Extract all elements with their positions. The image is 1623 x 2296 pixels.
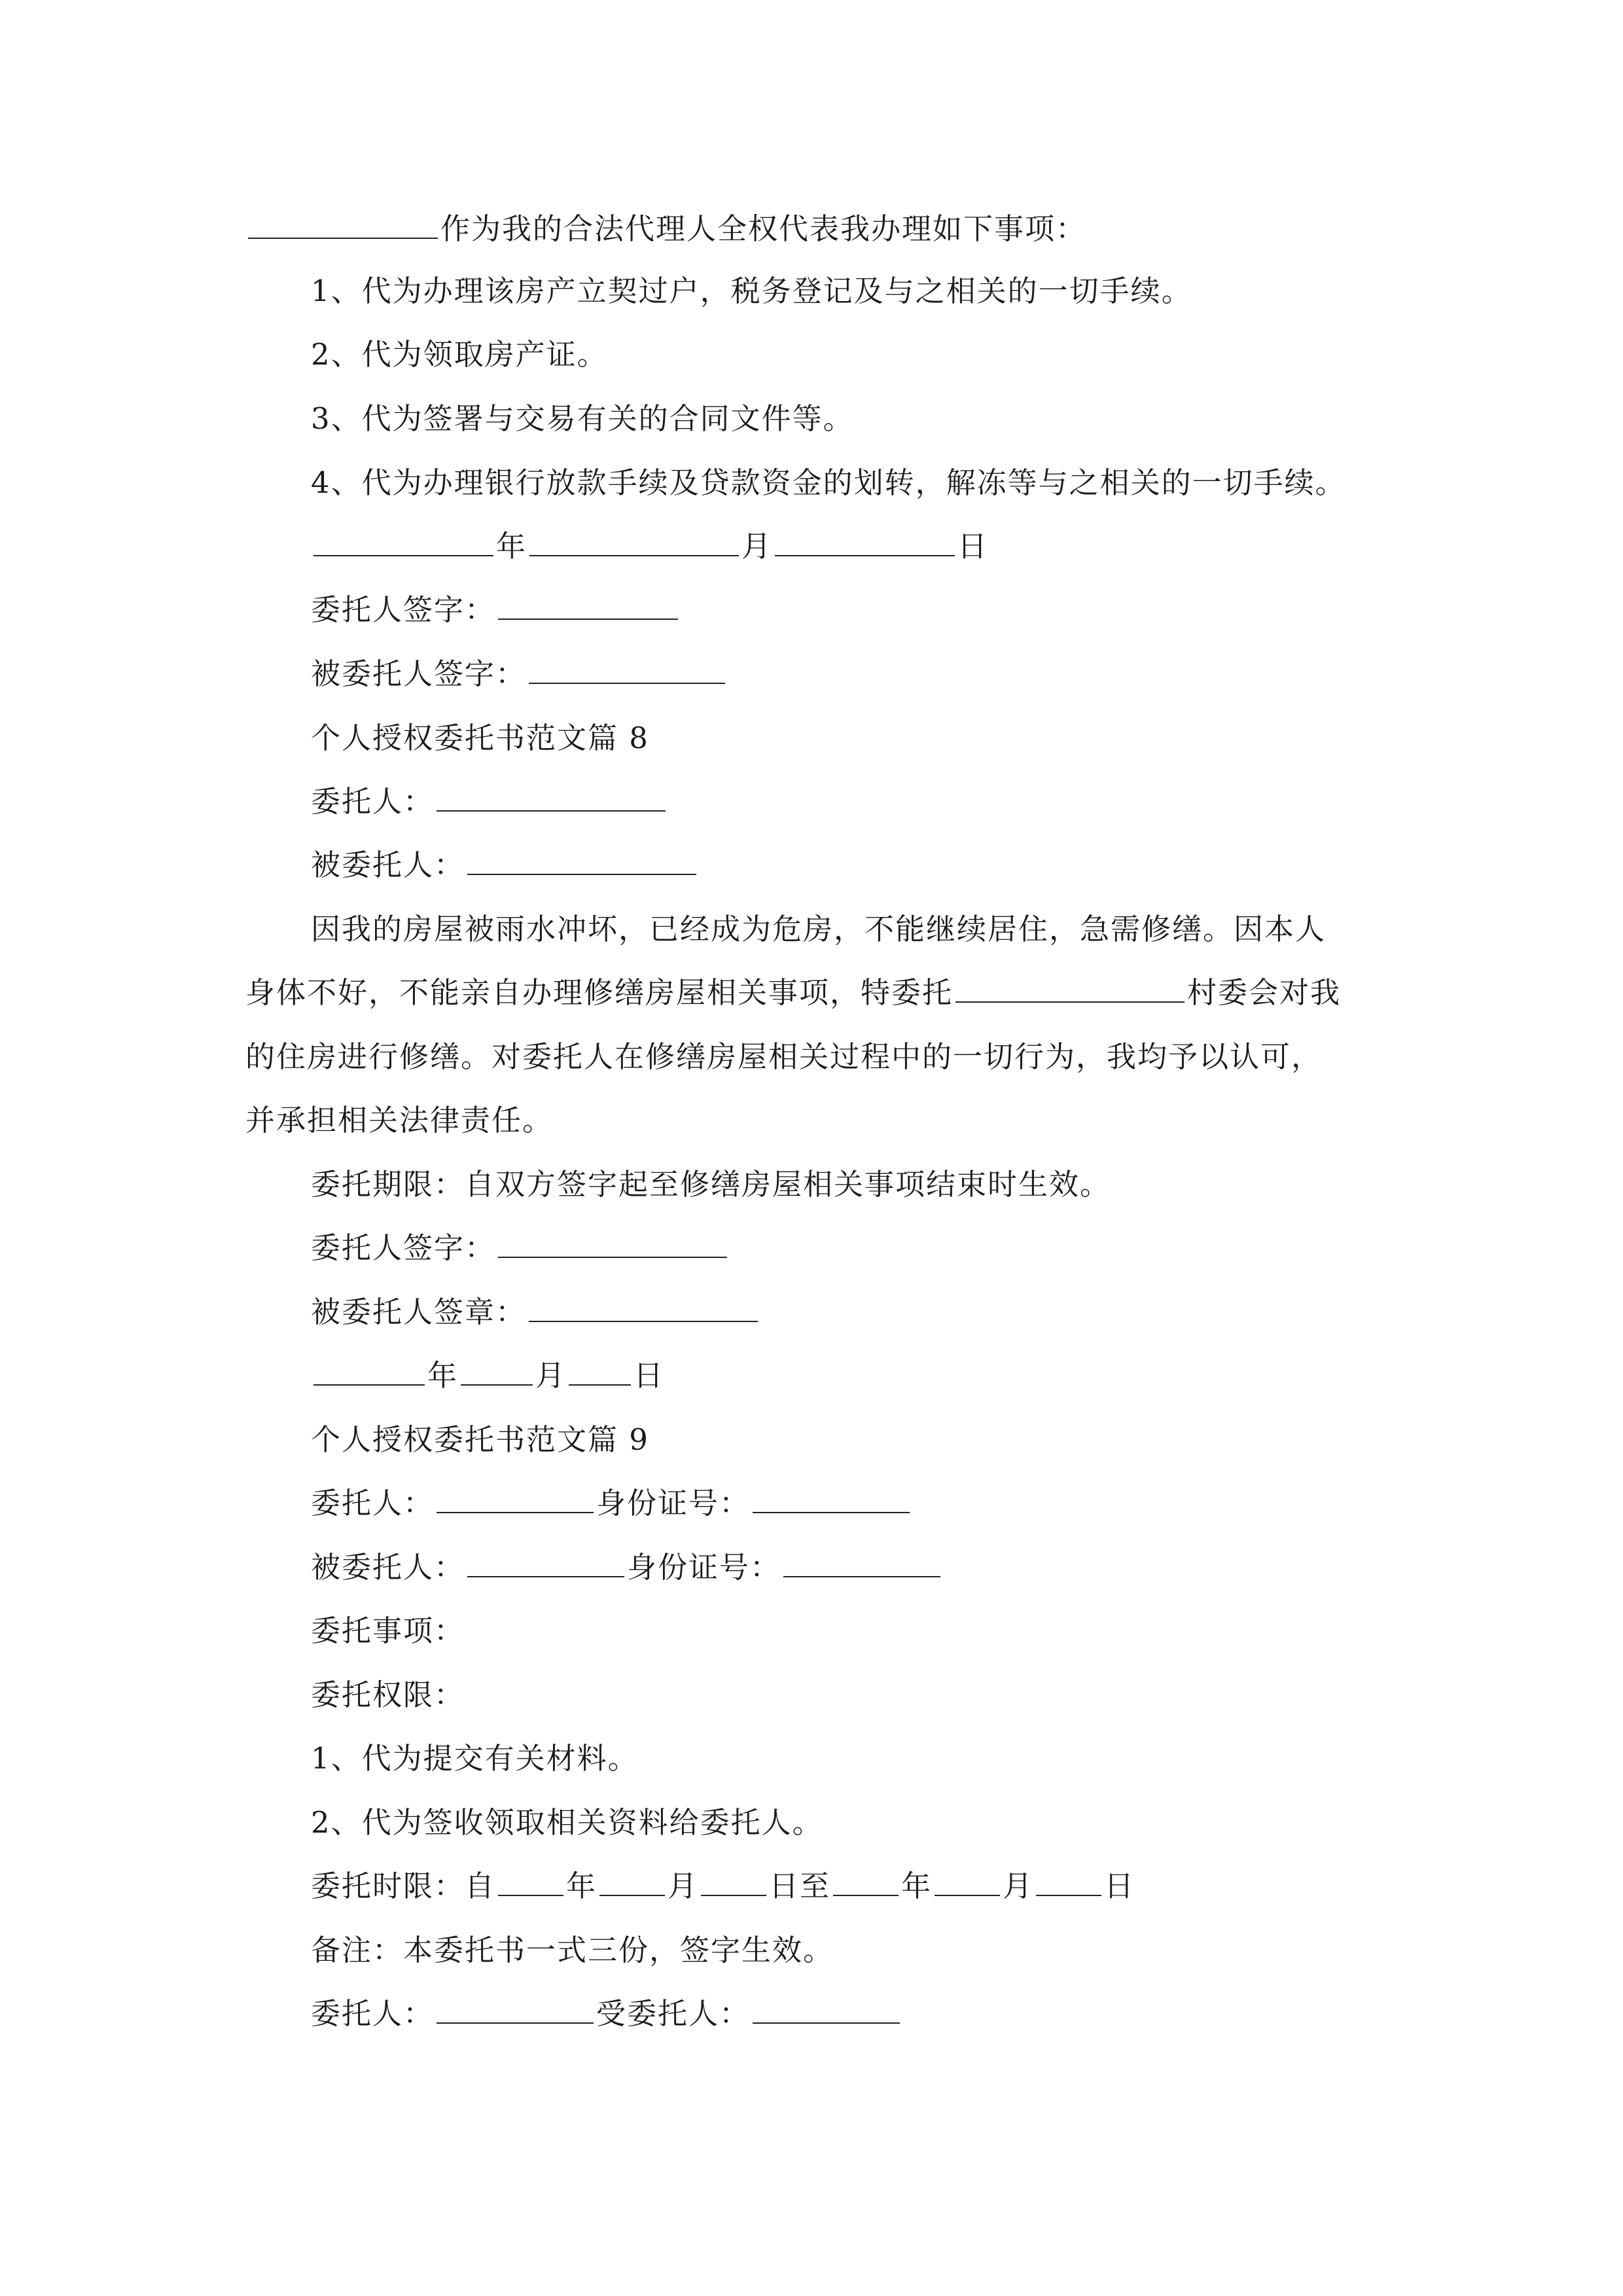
blank-agent-name[interactable] xyxy=(248,211,438,239)
period-start-month[interactable] xyxy=(599,1869,665,1896)
item-2: 2、代为领取房产证。 xyxy=(311,337,608,372)
matters-line: 委托事项： xyxy=(311,1613,465,1648)
agent-line-9 xyxy=(311,1548,943,1587)
day-label-2: 日 xyxy=(633,1358,665,1393)
section-title-8: 个人授权委托书范文篇 8 xyxy=(311,721,649,755)
blank-month-2[interactable] xyxy=(461,1358,533,1386)
principal-blank-9[interactable] xyxy=(437,1486,594,1513)
period-start-year[interactable] xyxy=(498,1869,563,1896)
year-label: 年 xyxy=(496,529,527,564)
principal-line-8 xyxy=(311,782,668,821)
final-principal-blank[interactable] xyxy=(437,1996,594,2024)
period-month-label-1: 月 xyxy=(668,1869,699,1903)
authority-item-1: 1、代为提交有关材料。 xyxy=(311,1741,639,1776)
period-end-day[interactable] xyxy=(1036,1869,1101,1896)
blank-day-2[interactable] xyxy=(569,1358,631,1386)
id-blank-2[interactable] xyxy=(783,1550,940,1577)
trustee-label: 受委托人： xyxy=(596,1996,751,2031)
period-start-day[interactable] xyxy=(701,1869,766,1896)
agent-line-8 xyxy=(311,846,699,885)
final-principal-label: 委托人： xyxy=(311,1996,435,2031)
month-label-2: 月 xyxy=(535,1358,567,1393)
authority-line: 委托权限： xyxy=(311,1677,465,1712)
principal-sign-blank-2[interactable] xyxy=(498,1230,727,1258)
date-line-2 xyxy=(311,1356,664,1395)
id-blank-1[interactable] xyxy=(753,1486,910,1513)
principal-line-9 xyxy=(311,1484,912,1523)
paragraph-8-line-2 xyxy=(245,973,1341,1013)
principal-sign-label-2: 委托人签字： xyxy=(311,1230,496,1265)
principal-sign-label: 委托人签字： xyxy=(311,592,496,627)
period-to-label: 日至 xyxy=(769,1869,831,1903)
village-blank[interactable] xyxy=(955,975,1185,1003)
principal-label-9: 委托人： xyxy=(311,1486,435,1520)
id-label-1: 身份证号： xyxy=(596,1486,751,1520)
date-line-1 xyxy=(311,527,988,566)
item-4: 4、代为办理银行放款手续及贷款资金的划转，解冻等与之相关的一切手续。 xyxy=(311,465,1346,500)
agent-seal-label: 被委托人签章： xyxy=(311,1295,527,1329)
period-label: 委托时限：自 xyxy=(311,1869,496,1903)
blank-year-2[interactable] xyxy=(313,1358,425,1386)
authority-item-2: 2、代为签收领取相关资料给委托人。 xyxy=(311,1805,823,1840)
period-day-label-2: 日 xyxy=(1104,1869,1135,1903)
period-month-label-2: 月 xyxy=(1003,1869,1034,1903)
trustee-blank[interactable] xyxy=(753,1996,900,2024)
period-line xyxy=(311,1867,1135,1906)
blank-day[interactable] xyxy=(775,529,955,556)
period-year-label-1: 年 xyxy=(566,1869,597,1903)
agent-label-9: 被委托人： xyxy=(311,1550,465,1585)
principal-blank[interactable] xyxy=(437,784,666,812)
id-label-2: 身份证号： xyxy=(627,1550,781,1585)
agent-seal-line xyxy=(311,1293,760,1332)
final-sign-line xyxy=(311,1994,902,2034)
p8-line2-text-b: 村委会对我 xyxy=(1187,975,1342,1010)
period-year-label-2: 年 xyxy=(901,1869,933,1903)
year-label-2: 年 xyxy=(427,1358,459,1393)
section-title-9: 个人授权委托书范文篇 9 xyxy=(311,1422,649,1457)
principal-label: 委托人： xyxy=(311,784,435,819)
agent-blank[interactable] xyxy=(467,848,696,875)
agent-sign-blank[interactable] xyxy=(529,656,725,684)
p8-line2-text-a: 身体不好，不能亲自办理修缮房屋相关事项，特委托 xyxy=(245,975,954,1010)
paragraph-8-line-1: 因我的房屋被雨水冲坏，已经成为危房，不能继续居住，急需修缮。因本人 xyxy=(311,912,1327,946)
paragraph-8-line-3: 的住房进行修缮。对委托人在修缮房屋相关过程中的一切行为，我均予以认可， xyxy=(245,1039,1323,1074)
month-label: 月 xyxy=(741,529,773,564)
agent-sign-line xyxy=(311,655,728,694)
agent-label: 被委托人： xyxy=(311,848,465,882)
blank-year[interactable] xyxy=(313,529,493,556)
intro-line xyxy=(245,209,1086,249)
agent-blank-9[interactable] xyxy=(467,1550,624,1577)
agent-seal-blank[interactable] xyxy=(529,1295,758,1322)
period-end-month[interactable] xyxy=(935,1869,1000,1896)
intro-text: 作为我的合法代理人全权代表我办理如下事项： xyxy=(440,211,1087,246)
agent-sign-label: 被委托人签字： xyxy=(311,656,527,691)
principal-sign-line-2 xyxy=(311,1229,730,1268)
blank-month[interactable] xyxy=(529,529,739,556)
paragraph-8-line-4: 并承担相关法律责任。 xyxy=(245,1103,554,1138)
principal-sign-blank[interactable] xyxy=(498,592,678,620)
period-end-year[interactable] xyxy=(833,1869,899,1896)
note-line: 备注：本委托书一式三份，签字生效。 xyxy=(311,1933,834,1967)
principal-sign-line xyxy=(311,590,681,630)
day-label: 日 xyxy=(957,529,989,564)
term-line: 委托期限：自双方签字起至修缮房屋相关事项结束时生效。 xyxy=(311,1167,1111,1202)
item-1: 1、代为办理该房产立契过户，税务登记及与之相关的一切手续。 xyxy=(311,274,1192,308)
item-3: 3、代为签署与交易有关的合同文件等。 xyxy=(311,401,854,436)
